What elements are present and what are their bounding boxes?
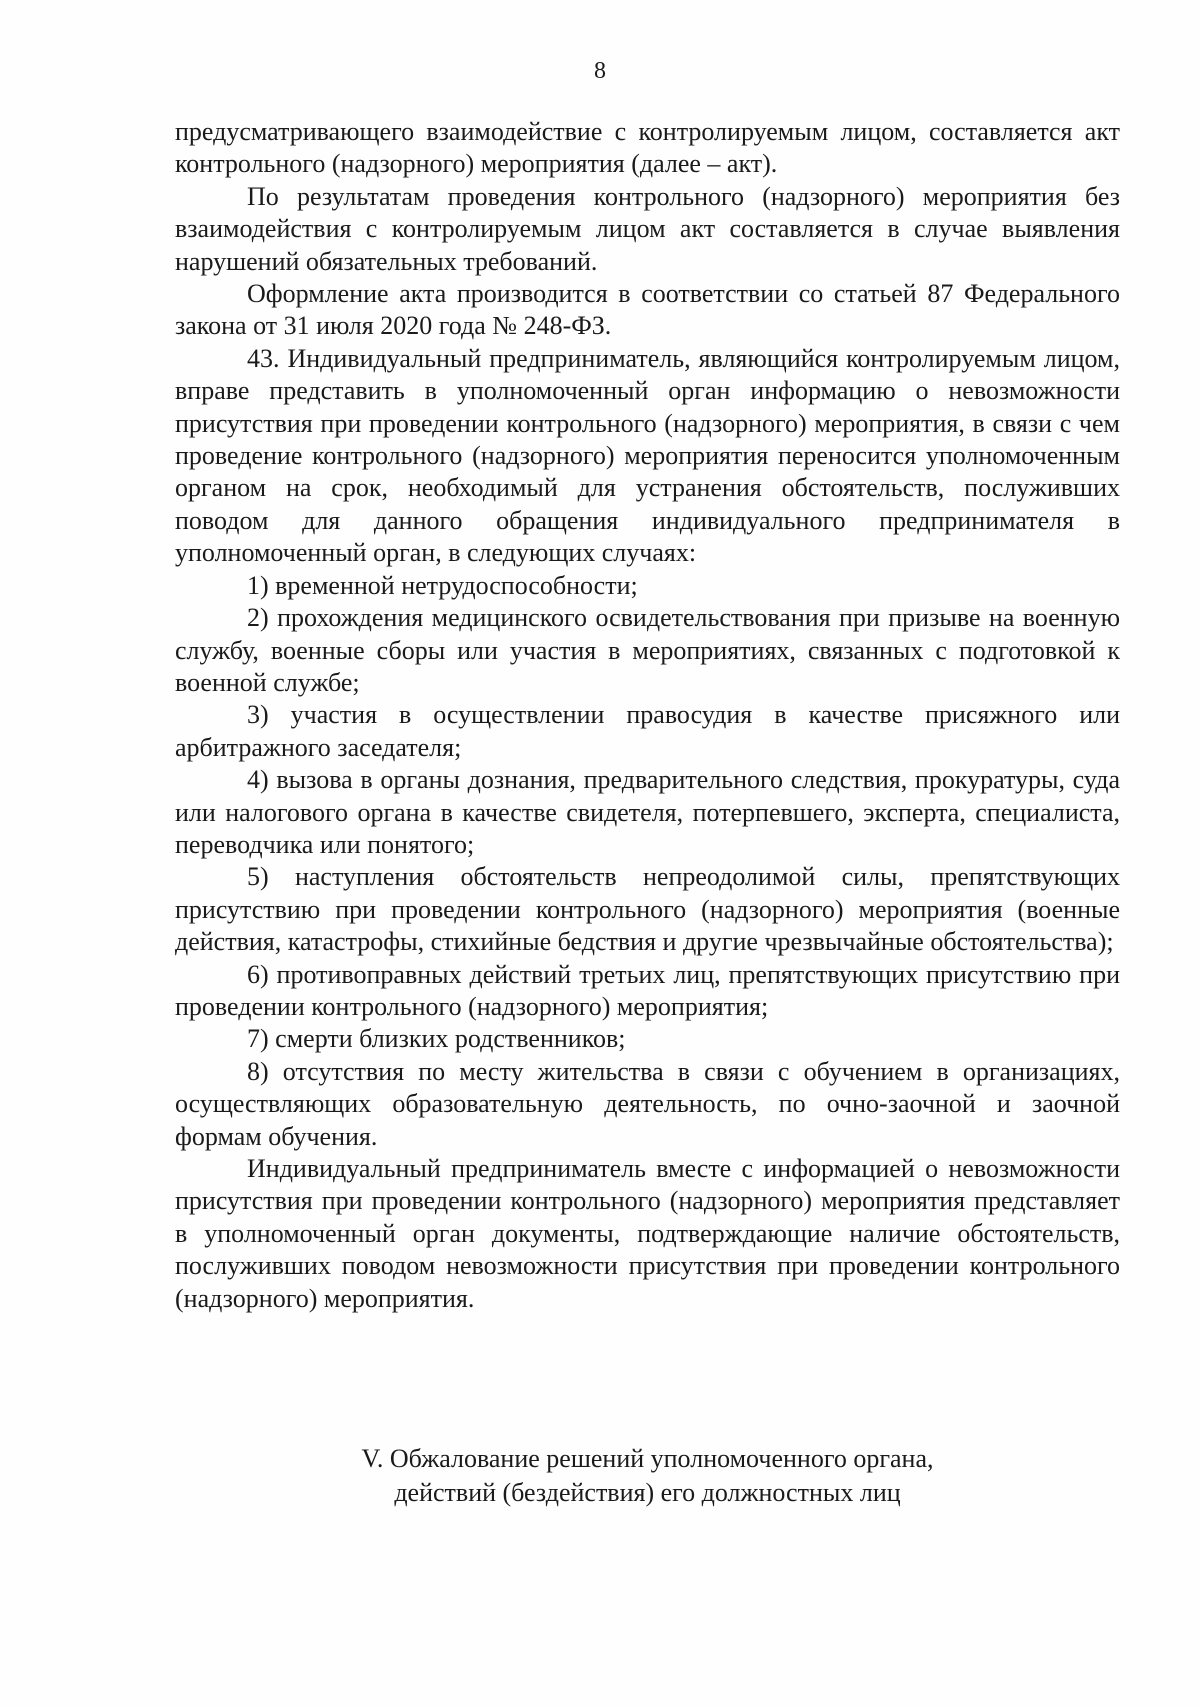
section-heading	[175, 1442, 1120, 1510]
paragraph-act-registration: Оформление акта производится в соответствии со статьей 87 Федерального закона от 31 июля 2020 года № 248-ФЗ.	[175, 279, 1120, 341]
paragraph-continuation: предусматривающего взаимодействие с контролируемым лицом, составляется акт контрольного (надзорного) мероприятия (далее – акт).	[175, 117, 1120, 179]
section-heading-line-1: V. Обжалование решений уполномоченного органа,	[361, 1444, 934, 1473]
list-item-6: 6) противоправных действий третьих лиц, препятствующих присутствию при проведении контрольного (надзорного) мероприятия;	[175, 959, 1120, 1021]
list-item-8: 8) отсутствия по месту жительства в связи с обучением в организациях, осуществляющих образовательную деятельность, по очно-заочной и заочной формам обучения.	[175, 1056, 1120, 1151]
list-item-5: 5) наступления обстоятельств непреодолимой силы, препятствующих присутствию при проведении контрольного (надзорного) мероприятия (военные действия, катастрофы, стихийные бедствия и другие чрезвычайные обстоятельства);	[175, 862, 1120, 957]
paragraph-act-no-interaction: По результатам проведения контрольного (надзорного) мероприятия без взаимодействия с контролируемым лицом акт составляется в случае выявления нарушений обязательных требований.	[175, 181, 1120, 276]
section-heading-line-2: действий (бездействия) его должностных лиц	[394, 1478, 901, 1507]
list-item-2: 2) прохождения медицинского освидетельствования при призыве на военную службу, военные сборы или участия в мероприятиях, связанных с подготовкой к военной службе;	[175, 603, 1120, 697]
list-item-1: 1) временной нетрудоспособности;	[247, 570, 638, 600]
list-item-4: 4) вызова в органы дознания, предварительного следствия, прокуратуры, суда или налогового органа в качестве свидетеля, потерпевшего, эксперта, специалиста, переводчика или понятого;	[175, 765, 1120, 859]
page-number: 8	[594, 58, 606, 84]
document-body	[175, 116, 1120, 1315]
list-item-7: 7) смерти близких родственников;	[247, 1024, 626, 1054]
paragraph-clause-43: 43. Индивидуальный предприниматель, являющийся контролируемым лицом, вправе представить в уполномоченный орган информацию о невозможности присутствия при проведении контрольного (надзорного) мероприятия, в связи с чем проведение контрольного (надзорного) мероприятия переносится уполномоченным органом на срок, необходимый для устранения обстоятельств, послуживших поводом для данного обращения индивидуального предпринимателя в уполномоченный орган, в следующих случаях:	[175, 343, 1120, 568]
list-item-3: 3) участия в осуществлении правосудия в качестве присяжного или арбитражного заседателя;	[175, 700, 1120, 762]
paragraph-documents: Индивидуальный предприниматель вместе с информацией о невозможности присутствия при проведении контрольного (надзорного) мероприятия представляет в уполномоченный орган документы, подтверждающие наличие обстоятельств, послуживших поводом невозможности присутствия при проведении контрольного (надзорного) мероприятия.	[175, 1154, 1120, 1313]
